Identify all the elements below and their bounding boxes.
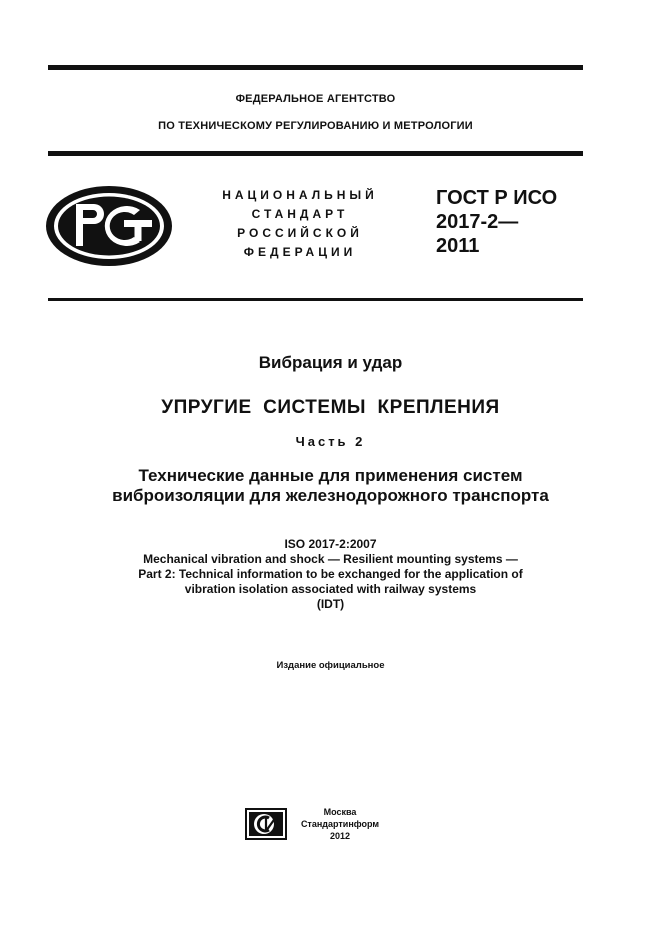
topic-title: Вибрация и удар bbox=[258, 353, 403, 372]
iso-line3: Part 2: Technical information to be exchanged for the application of bbox=[138, 567, 523, 581]
standard-designation bbox=[436, 186, 557, 258]
standard-type-line3: РОССИЙСКОЙ bbox=[237, 226, 363, 240]
standartinform-logo-icon bbox=[245, 808, 287, 840]
iso-line4: vibration isolation associated with railway systems bbox=[184, 582, 477, 596]
iso-reference bbox=[48, 537, 613, 612]
designation-line1: ГОСТ Р ИСО bbox=[436, 187, 558, 209]
publisher-block bbox=[292, 806, 388, 842]
iso-line1: ISO 2017-2:2007 bbox=[284, 537, 377, 551]
part-label: Часть 2 bbox=[295, 434, 366, 449]
publisher-name: Стандартинформ bbox=[300, 819, 380, 829]
designation-line2: 2017-2— bbox=[436, 211, 519, 233]
subtitle-line2: виброизоляции для железнодорожного транспорта bbox=[112, 486, 549, 505]
standard-type-line2: СТАНДАРТ bbox=[251, 207, 349, 221]
iso-line5: (IDT) bbox=[316, 597, 345, 611]
main-title: УПРУГИЕ СИСТЕМЫ КРЕПЛЕНИЯ bbox=[161, 397, 500, 418]
bottom-rule bbox=[48, 298, 583, 301]
top-rule bbox=[48, 65, 583, 70]
designation-line3: 2011 bbox=[436, 235, 480, 257]
subtitle-line1: Технические данные для применения систем bbox=[138, 466, 523, 485]
subtitle bbox=[48, 466, 613, 506]
standard-type-line4: ФЕДЕРАЦИИ bbox=[243, 245, 357, 259]
edition-label: Издание официальное bbox=[276, 660, 385, 671]
agency-name-line1: ФЕДЕРАЛЬНОЕ АГЕНТСТВО bbox=[235, 93, 396, 105]
publication-year: 2012 bbox=[329, 831, 351, 841]
agency-name-line2: ПО ТЕХНИЧЕСКОМУ РЕГУЛИРОВАНИЮ И МЕТРОЛОГИИ bbox=[158, 120, 473, 132]
standard-type-block bbox=[200, 186, 400, 262]
standard-type-line1: НАЦИОНАЛЬНЫЙ bbox=[222, 188, 378, 202]
middle-rule bbox=[48, 151, 583, 156]
publisher-city: Москва bbox=[323, 807, 357, 817]
rst-certification-mark-icon bbox=[44, 184, 174, 268]
iso-line2: Mechanical vibration and shock — Resilient mounting systems — bbox=[143, 552, 518, 566]
